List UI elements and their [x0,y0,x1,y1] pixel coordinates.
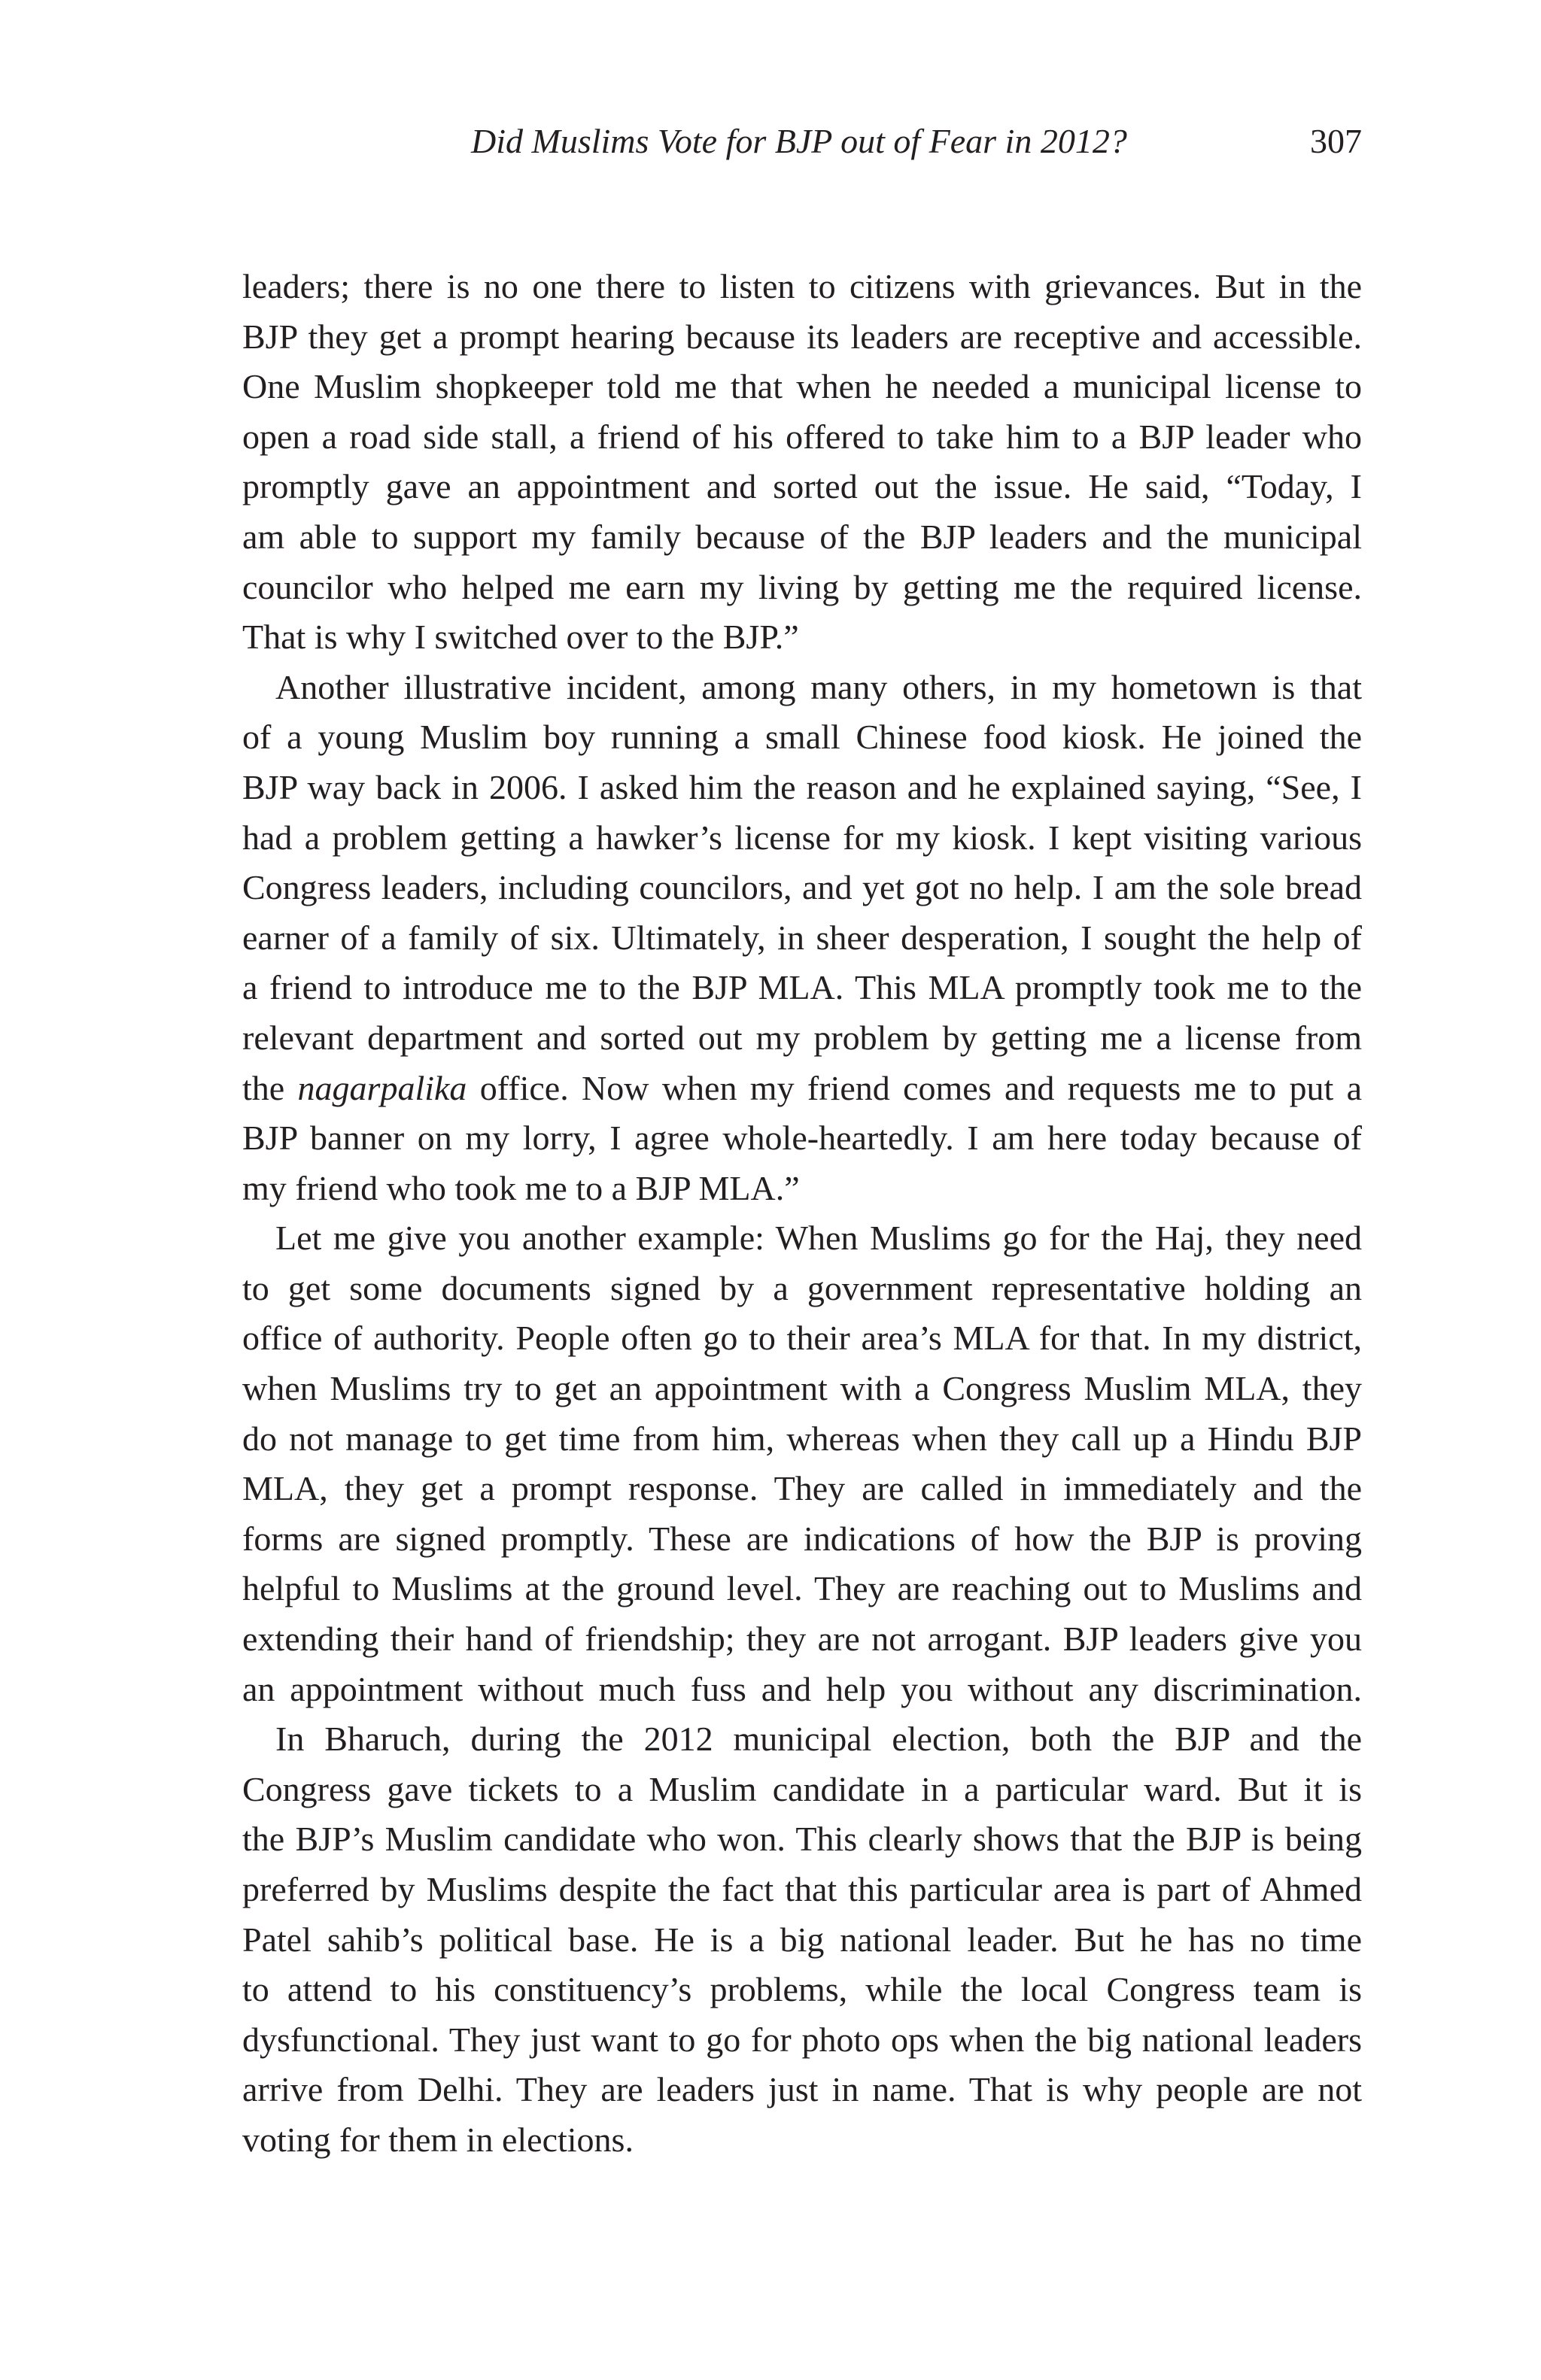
text-line: In Bharuch, during the 2012 municipal election, both the BJP and the [275,1720,1362,1759]
text-line: relevant department and sorted out my problem by getting me a license from [242,1018,1362,1057]
text-line: preferred by Muslims despite the fact that this particular area is part of Ahmed [242,1870,1362,1908]
text-line: do not manage to get time from him, whereas when they call up a Hindu BJP [242,1419,1362,1458]
text-line: to attend to his constituency’s problems, while the local Congress team is [242,1970,1362,2009]
text-line: to get some documents signed by a government representative holding an [242,1268,1362,1307]
text-line: when Muslims try to get an appointment with a Congress Muslim MLA, they [242,1369,1362,1408]
text-line: my friend who took me to a BJP MLA.” [242,1168,800,1207]
text-line: BJP they get a prompt hearing because its leaders are receptive and accessible. [242,317,1362,356]
text-line: earner of a family of six. Ultimately, in sheer desperation, I sought the help of [242,918,1362,957]
text-line-with-italic [242,1064,1362,1114]
text-line: the BJP’s Muslim candidate who won. This clearly shows that the BJP is being [242,1820,1362,1859]
text-line: BJP way back in 2006. I asked him the reason and he explained saying, “See, I [242,767,1362,806]
text-line: of a young Muslim boy running a small Chinese food kiosk. He joined the [242,718,1362,757]
text-line: One Muslim shopkeeper told me that when he needed a municipal license to [242,367,1362,406]
text-line: That is why I switched over to the BJP.” [242,618,799,657]
paragraph-2 [242,663,1362,1214]
text-line: Congress leaders, including councilors, and yet got no help. I am the sole bread [242,868,1362,907]
text-line: office of authority. People often go to their area’s MLA for that. In my district, [242,1319,1362,1358]
text-line: dysfunctional. They just want to go for photo ops when the big national leaders [242,2020,1362,2059]
paragraph-1 [242,262,1362,663]
body-text [242,262,1362,2166]
page-number: 307 [1310,122,1362,160]
paragraph-4 [242,1714,1362,2165]
text-line: forms are signed promptly. These are indications of how the BJP is proving [242,1519,1362,1558]
running-title: Did Muslims Vote for BJP out of Fear in 2012? [471,122,1127,160]
text-line: open a road side stall, a friend of his offered to take him to a BJP leader who [242,417,1362,456]
text-line: had a problem getting a hawker’s license for my kiosk. I kept visiting various [242,818,1362,857]
running-head [242,117,1362,165]
text-line: Let me give you another example: When Muslims go for the Haj, they need [275,1219,1362,1258]
text-line: extending their hand of friendship; they are not arrogant. BJP leaders give you [242,1620,1362,1659]
text-line: BJP banner on my lorry, I agree whole-heartedly. I am here today because of [242,1119,1362,1158]
text-line: helpful to Muslims at the ground level. They are reaching out to Muslims and [242,1569,1362,1608]
text-line: a friend to introduce me to the BJP MLA. This MLA promptly took me to the [242,968,1362,1007]
text-line: voting for them in elections. [242,2120,634,2159]
text-line: MLA, they get a prompt response. They are called in immediately and the [242,1469,1362,1508]
italic-term: nagarpalika [297,1068,467,1107]
text-line: Congress gave tickets to a Muslim candidate in a particular ward. But it is [242,1769,1362,1808]
text-line: councilor who helped me earn my living by getting me the required license. [242,567,1362,606]
text-line: leaders; there is no one there to listen to citizens with grievances. But in the [242,267,1362,305]
text-line: am able to support my family because of the BJP leaders and the municipal [242,517,1362,556]
text-line: Another illustrative incident, among many others, in my hometown is that [275,667,1362,706]
text-line: arrive from Delhi. They are leaders just in name. That is why people are not [242,2070,1362,2109]
line-prefix: the [242,1068,285,1107]
paragraph-3 [242,1213,1362,1714]
text-line: an appointment without much fuss and help you without any discrimination. [242,1669,1362,1708]
text-line: promptly gave an appointment and sorted out the issue. He said, “Today, I [242,467,1362,506]
text-line: Patel sahib’s political base. He is a big national leader. But he has no time [242,1920,1362,1959]
line-remainder: office. Now when my friend comes and requests me to put a [479,1068,1362,1107]
